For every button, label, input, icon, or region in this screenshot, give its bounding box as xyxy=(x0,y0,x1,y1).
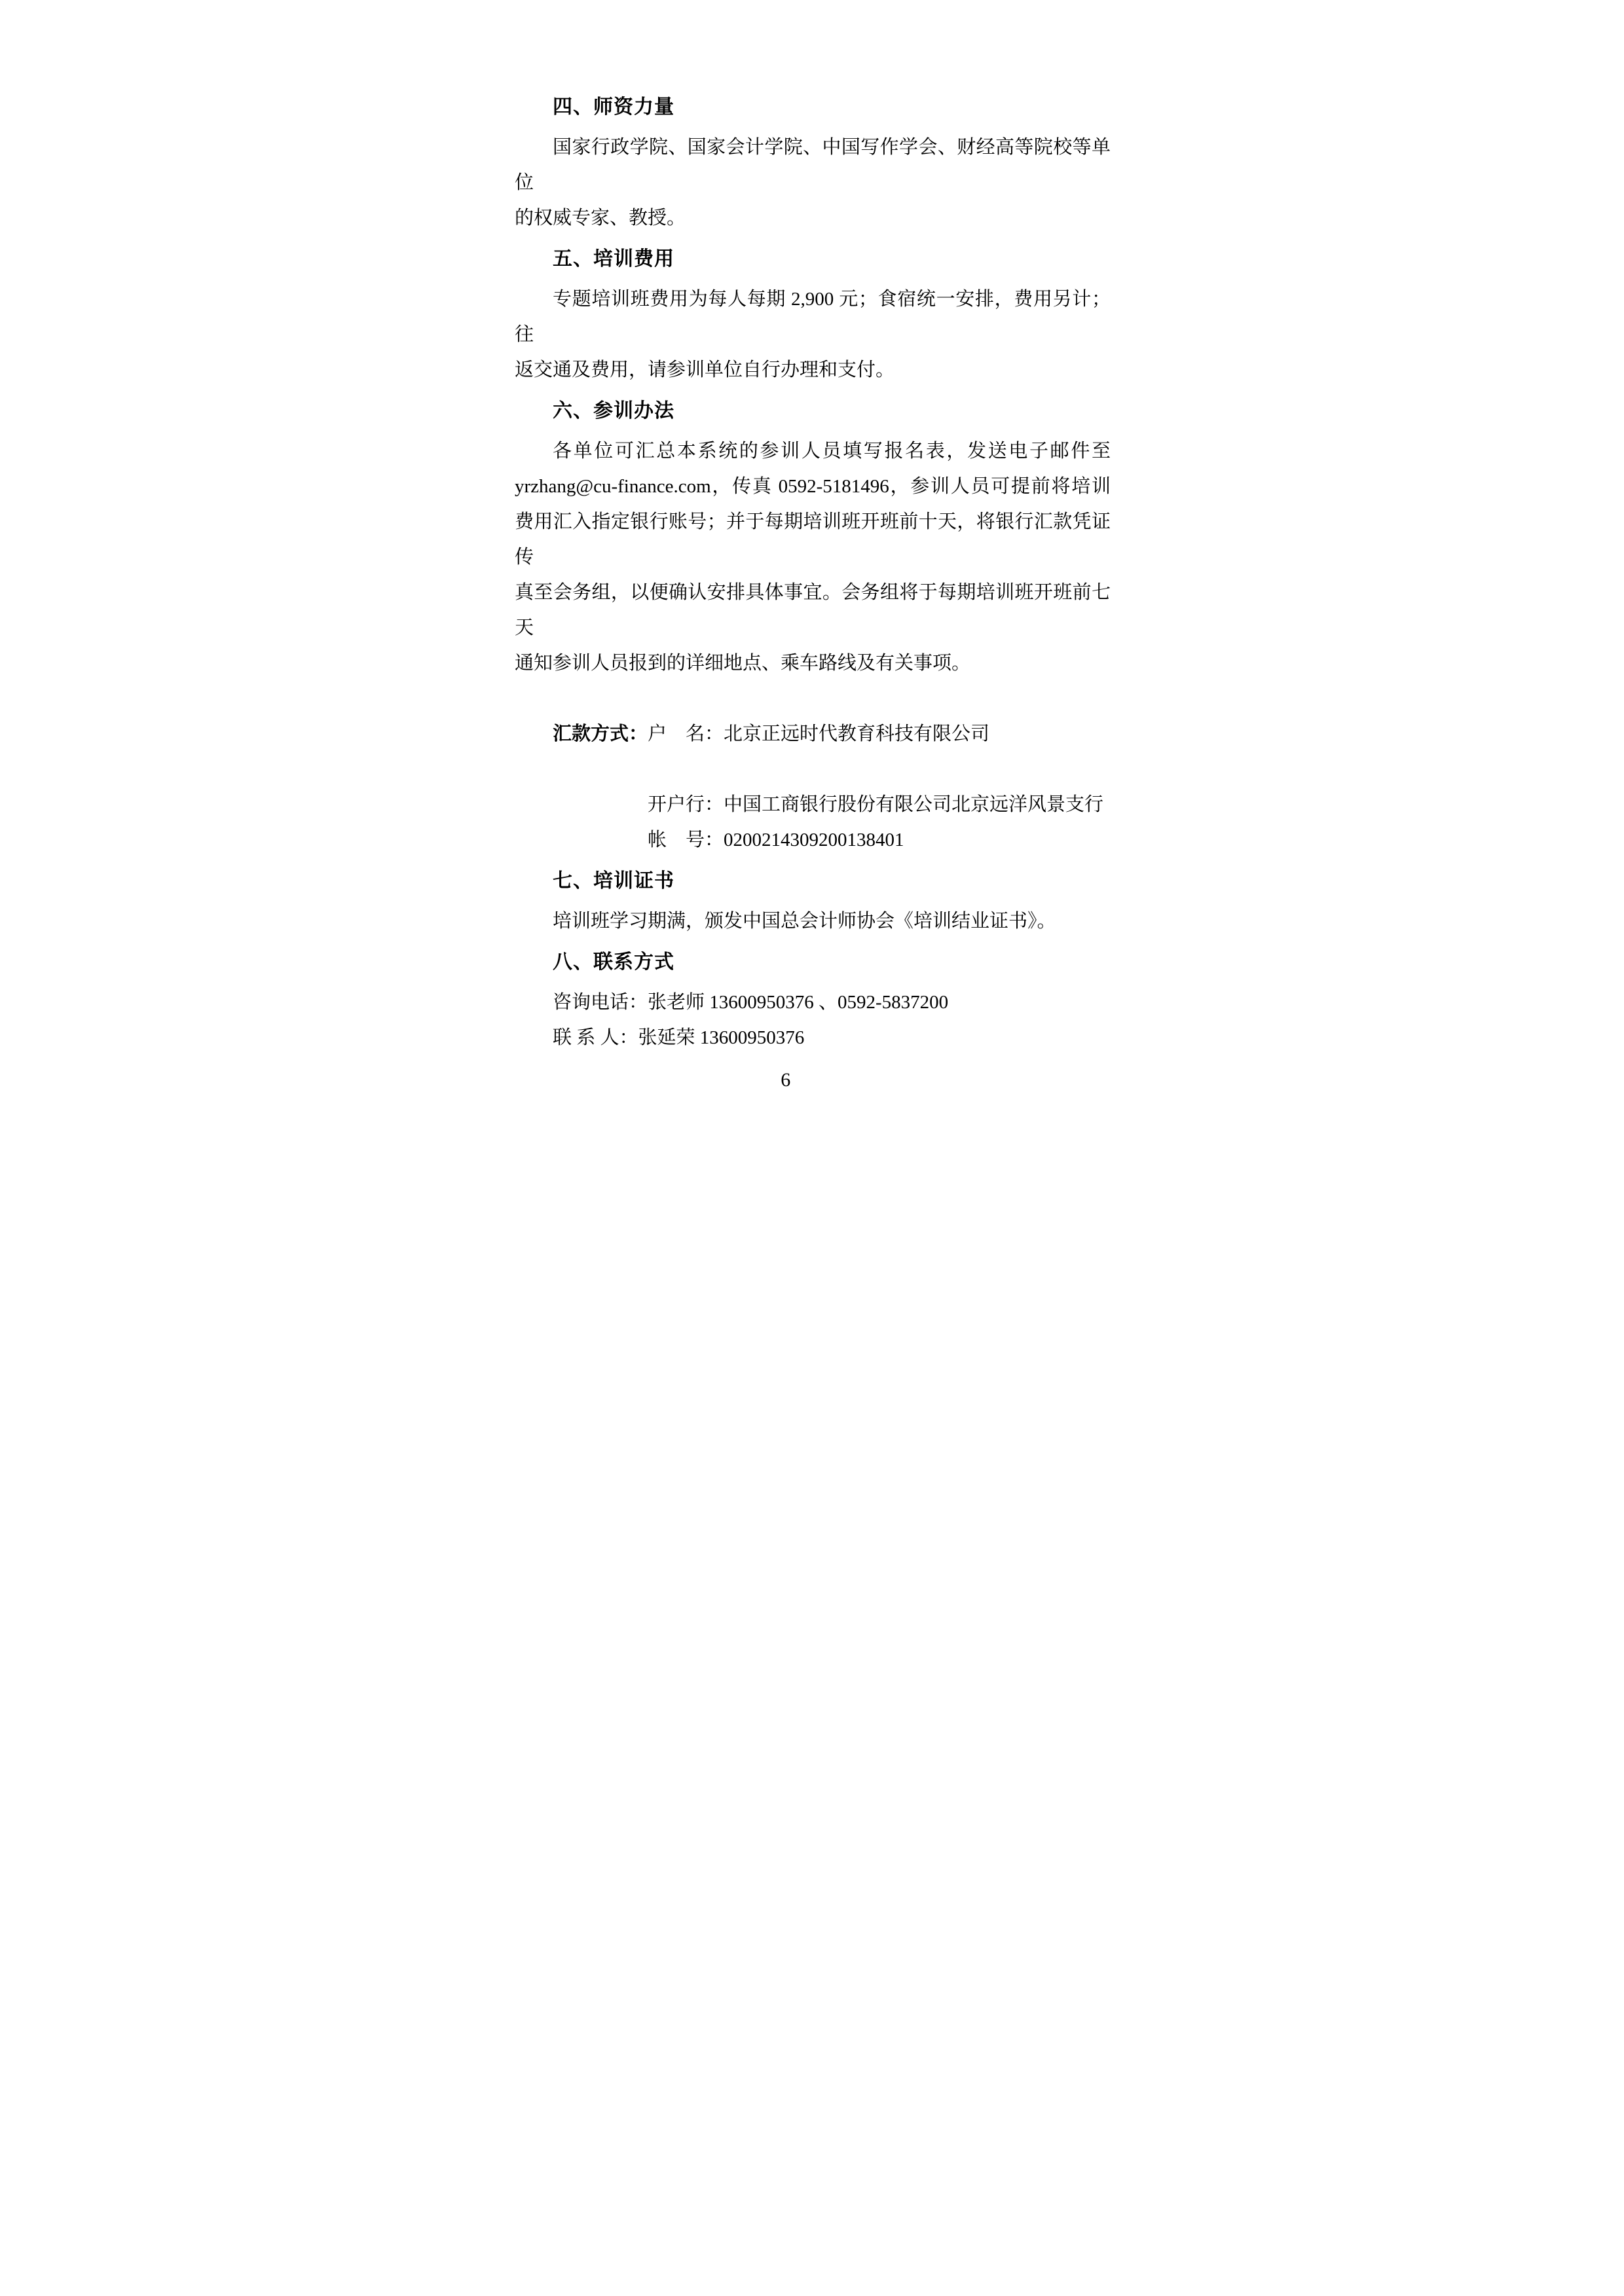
paragraph-faculty xyxy=(515,130,1111,236)
section-heading-certificate: 七、培训证书 xyxy=(553,870,674,892)
section-fees xyxy=(515,241,1111,388)
remit-line-account-name xyxy=(515,681,1111,787)
text-line: 通知参训人员报到的详细地点、乘车路线及有关事项。 xyxy=(515,653,971,674)
remit-line-account-number: 帐 号：0200214309200138401 xyxy=(648,829,904,850)
remit-method-label: 汇款方式： xyxy=(553,723,648,744)
section-faculty xyxy=(515,89,1111,236)
remit-account-name: 户 名：北京正远时代教育科技有限公司 xyxy=(648,723,990,744)
text-line: 费用汇入指定银行账号；并于每期培训班开班前十天，将银行汇款凭证传 xyxy=(515,511,1111,568)
document-page xyxy=(406,0,1218,1148)
text-line: 培训班学习期满，颁发中国总会计师协会《培训结业证书》。 xyxy=(553,911,1056,932)
section-enrollment xyxy=(515,393,1111,858)
section-contact xyxy=(515,944,1111,1055)
text-line: 真至会务组，以便确认安排具体事宜。会务组将于每期培训班开班前七天 xyxy=(515,582,1111,638)
section-heading-enrollment: 六、参训办法 xyxy=(553,400,674,422)
text-line: 专题培训班费用为每人每期 2,900 元；食宿统一安排，费用另计；往 xyxy=(515,289,1111,345)
paragraph-certificate xyxy=(515,903,1111,939)
remittance-info xyxy=(515,681,1111,858)
section-certificate xyxy=(515,863,1111,939)
section-heading-contact: 八、联系方式 xyxy=(553,951,674,973)
section-heading-fees: 五、培训费用 xyxy=(553,248,674,270)
paragraph-fees xyxy=(515,282,1111,388)
text-line: 国家行政学院、国家会计学院、中国写作学会、财经高等院校等单位 xyxy=(515,137,1111,193)
remit-line-bank: 开户行：中国工商银行股份有限公司北京远洋风景支行 xyxy=(648,794,1104,815)
section-heading-faculty: 四、师资力量 xyxy=(553,96,674,118)
text-line: 联 系 人：张延荣 13600950376 xyxy=(553,1027,805,1048)
text-line: 返交通及费用，请参训单位自行办理和支付。 xyxy=(515,359,895,380)
text-line: 咨询电话：张老师 13600950376 、0592-5837200 xyxy=(553,992,949,1013)
paragraph-contact xyxy=(515,985,1111,1055)
text-line: 各单位可汇总本系统的参训人员填写报名表，发送电子邮件至 xyxy=(553,441,1111,462)
paragraph-enrollment xyxy=(515,433,1111,681)
text-line: yrzhang@cu-finance.com，传真 0592-5181496，参训人员可提前将培训 xyxy=(515,476,1111,497)
text-line: 的权威专家、教授。 xyxy=(515,208,686,228)
page-number: 6 xyxy=(781,1069,791,1091)
